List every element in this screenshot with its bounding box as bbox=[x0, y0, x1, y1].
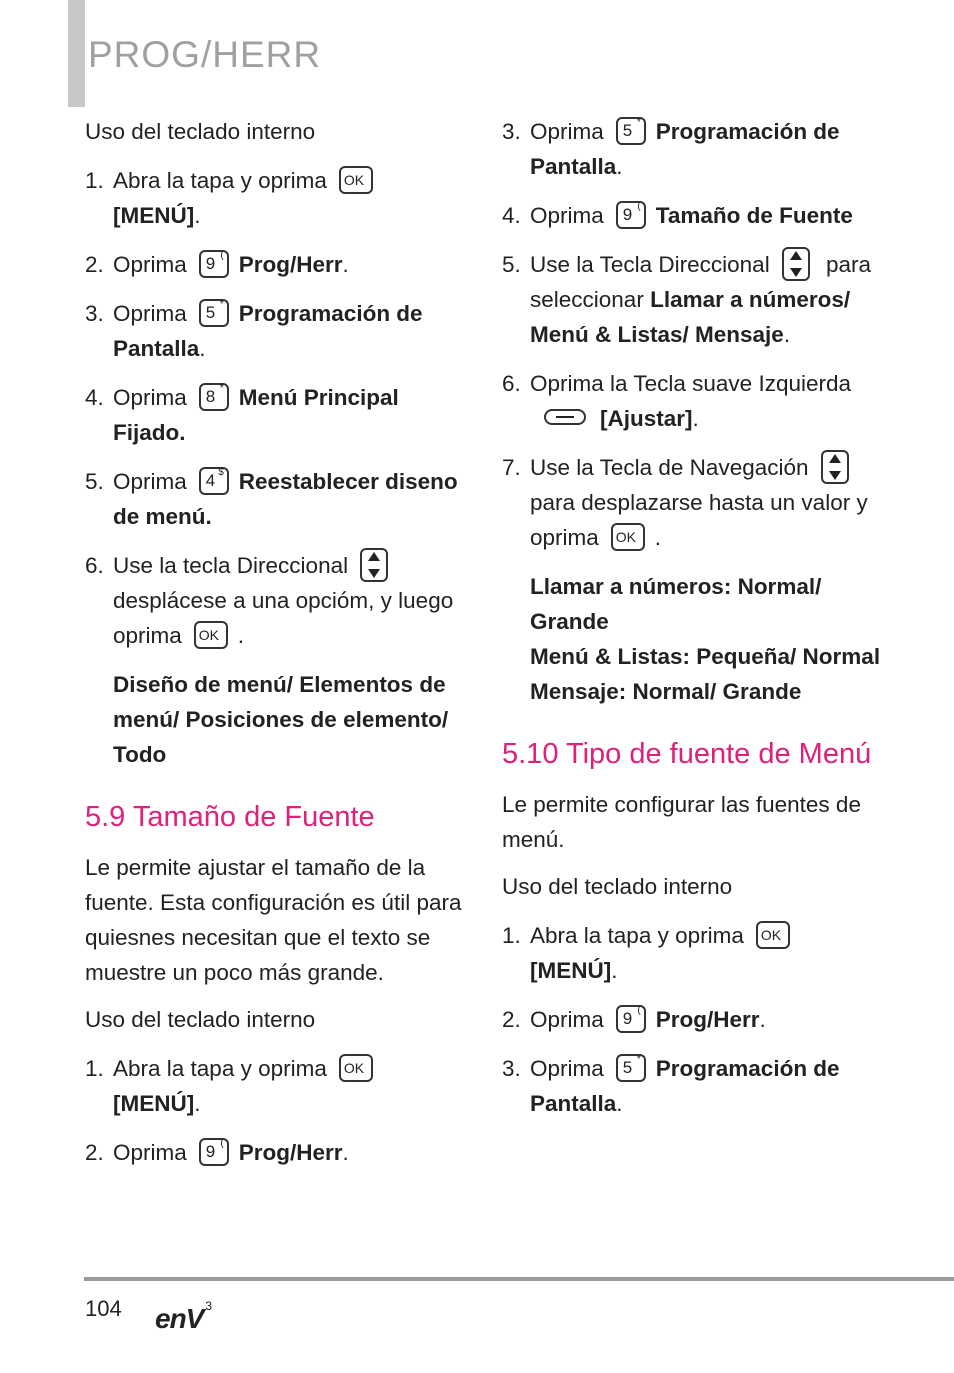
section-body: Le permite configurar las fuentes de menú. bbox=[502, 792, 861, 852]
step: 3. Oprima 5 * Programación de Pantalla. bbox=[85, 296, 470, 366]
ok-key-icon: OK bbox=[339, 166, 373, 194]
options-list: Diseño de menú/ Elementos de menú/ Posiciones de elemento/ Todo bbox=[113, 672, 449, 767]
step-text: Oprima bbox=[530, 1056, 604, 1081]
step-number: 7. bbox=[502, 455, 521, 480]
ok-key-icon: OK bbox=[194, 621, 228, 649]
step-text: Oprima bbox=[530, 119, 604, 144]
subheading: Uso del teclado interno bbox=[502, 874, 733, 899]
key-8-icon: 8 * bbox=[199, 383, 229, 411]
step: 1. Abra la tapa y oprima OK [MENÚ]. bbox=[502, 918, 902, 988]
key-4-icon: 4 $ bbox=[199, 467, 229, 495]
step-number: 1. bbox=[85, 168, 104, 193]
section-heading: 5.9 Tamaño de Fuente bbox=[85, 801, 375, 833]
step bbox=[85, 380, 470, 450]
step-number: 6. bbox=[85, 553, 104, 578]
step-text: Oprima bbox=[113, 252, 187, 277]
nav-key-icon bbox=[360, 548, 388, 582]
step-bold: [Ajustar] bbox=[600, 406, 693, 431]
key-9-icon: 9 ( bbox=[616, 1005, 646, 1033]
step-text: Oprima la Tecla suave Izquierda bbox=[530, 371, 851, 396]
step: 3. Oprima 5 * Programación de Pantalla. bbox=[502, 114, 902, 184]
footer-rule bbox=[84, 1277, 954, 1281]
step-bold: Programación de Pantalla bbox=[530, 1056, 840, 1116]
step-bold: Programación de Pantalla bbox=[530, 119, 840, 179]
step-bold: Tamaño de Fuente bbox=[655, 203, 853, 228]
step bbox=[502, 198, 902, 233]
step: 6. Use la tecla Direccional desplácese a una opcióm, y luego oprima OK . bbox=[85, 548, 470, 653]
step: 1. Abra la tapa y oprima OK [MENÚ]. bbox=[85, 163, 470, 233]
step: 3. Oprima 5 * Programación de Pantalla. bbox=[502, 1051, 902, 1121]
step-bold: [MENÚ] bbox=[113, 203, 195, 228]
step-number: 1. bbox=[502, 923, 521, 948]
step-number: 3. bbox=[85, 301, 104, 326]
step-number: 5. bbox=[85, 469, 104, 494]
page-title: PROG/HERR bbox=[88, 34, 322, 75]
nav-key-icon bbox=[782, 247, 810, 281]
step-text-continued: para seleccionar bbox=[530, 252, 872, 312]
step-number: 3. bbox=[502, 119, 521, 144]
step-bold: Reestablecer diseno de menú. bbox=[113, 469, 458, 529]
step-text: Use la Tecla de Navegación bbox=[530, 455, 809, 480]
step-bold: Menú Principal Fijado. bbox=[113, 385, 399, 445]
step-bold: [MENÚ] bbox=[113, 1091, 195, 1116]
key-5-icon: 5 * bbox=[616, 1054, 646, 1082]
key-9-icon: 9 ( bbox=[199, 250, 229, 278]
step-text: Oprima bbox=[113, 469, 187, 494]
step-text: Oprima bbox=[113, 301, 187, 326]
option-line: Menú & Listas: Pequeña/ Normal bbox=[530, 644, 881, 669]
step-number: 4. bbox=[85, 385, 104, 410]
section-heading: 5.10 Tipo de fuente de Menú bbox=[502, 738, 872, 770]
step: 7. Use la Tecla de Navegación para desplazarse hasta un valor y oprima OK . bbox=[502, 450, 902, 555]
left-column bbox=[85, 114, 470, 1184]
step-bold: Prog/Herr bbox=[655, 1007, 760, 1032]
header-bar bbox=[68, 0, 85, 107]
left-soft-key-icon bbox=[544, 409, 586, 425]
ok-key-icon: OK bbox=[756, 921, 790, 949]
options-list bbox=[502, 569, 902, 709]
step: 5. Use la Tecla Direccional para seleccionar Llamar a números/ Menú & Listas/ Mensaje. bbox=[502, 247, 902, 352]
step-bold: [MENÚ] bbox=[530, 958, 612, 983]
step-bold: Prog/Herr bbox=[238, 252, 343, 277]
step-text: Oprima bbox=[113, 385, 187, 410]
key-9-icon: 9 ( bbox=[199, 1138, 229, 1166]
step-bold: Programación de Pantalla bbox=[113, 301, 423, 361]
step-number: 3. bbox=[502, 1056, 521, 1081]
step: 2. Oprima 9 ( Prog/Herr. bbox=[502, 1002, 902, 1037]
step: 1. Abra la tapa y oprima OK [MENÚ]. bbox=[85, 1051, 470, 1121]
step-text: Oprima bbox=[530, 1007, 604, 1032]
step: 6. Oprima la Tecla suave Izquierda [Ajustar]. bbox=[502, 366, 902, 436]
step-number: 4. bbox=[502, 203, 521, 228]
page-number: 104 bbox=[85, 1296, 122, 1321]
step bbox=[85, 464, 470, 534]
env-logo: enV $^3$ bbox=[155, 1299, 212, 1334]
step-text: Abra la tapa y oprima bbox=[113, 168, 327, 193]
section-body: Le permite ajustar el tamaño de la fuente. Esta configuración es útil para quiesnes necesitan que el texto se muestre un poco más grande. bbox=[85, 855, 462, 985]
step: 2. Oprima 9 ( Prog/Herr. bbox=[85, 247, 470, 282]
step: 2. Oprima 9 ( Prog/Herr. bbox=[85, 1135, 470, 1170]
ok-key-icon: OK bbox=[611, 523, 645, 551]
step-bold: Llamar a números/ Menú & Listas/ Mensaje bbox=[530, 287, 851, 347]
option-line: Mensaje: Normal/ Grande bbox=[530, 679, 802, 704]
step-number: 2. bbox=[502, 1007, 521, 1032]
step-text: Abra la tapa y oprima bbox=[530, 923, 744, 948]
step-number: 1. bbox=[85, 1056, 104, 1081]
step-text: Oprima bbox=[113, 1140, 187, 1165]
step-text-continued: desplácese a una opcióm, y luego oprima bbox=[113, 588, 454, 648]
subheading: Uso del teclado interno bbox=[85, 1007, 316, 1032]
step-number: 2. bbox=[85, 1140, 104, 1165]
subheading: Uso del teclado interno bbox=[85, 119, 316, 144]
key-5-icon: 5 * bbox=[616, 117, 646, 145]
ok-key-icon: OK bbox=[339, 1054, 373, 1082]
key-9-icon: 9 ( bbox=[616, 201, 646, 229]
option-line: Llamar a números: Normal/ Grande bbox=[530, 574, 822, 634]
step-text: Oprima bbox=[530, 203, 604, 228]
step-text-continued: para desplazarse hasta un valor y oprima bbox=[530, 490, 868, 550]
step-text: Use la Tecla Direccional bbox=[530, 252, 770, 277]
step-number: 5. bbox=[502, 252, 521, 277]
nav-key-icon bbox=[821, 450, 849, 484]
step-text: Abra la tapa y oprima bbox=[113, 1056, 327, 1081]
right-column bbox=[502, 114, 902, 1135]
step-number: 2. bbox=[85, 252, 104, 277]
step-text: Use la tecla Direccional bbox=[113, 553, 349, 578]
step-number: 6. bbox=[502, 371, 521, 396]
key-5-icon: 5 * bbox=[199, 299, 229, 327]
step-bold: Prog/Herr bbox=[238, 1140, 343, 1165]
